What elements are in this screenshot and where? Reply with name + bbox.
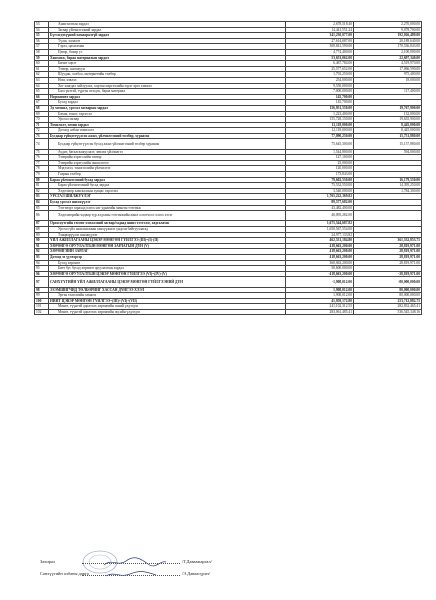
value-previous: 15,751,880.00 <box>354 133 422 139</box>
row-label: Тээврийн хэрэгслийн оношлогоо <box>49 160 286 166</box>
value-previous: 14,395,250.00 <box>354 183 422 189</box>
value-current: 24,977,133.82 <box>286 232 354 238</box>
director-signature-line <box>82 563 180 564</box>
value-current: 14,441,551.24 <box>286 27 354 33</box>
value-current: 254,000.00 <box>286 77 354 83</box>
value-previous: 975,400.00 <box>354 72 422 78</box>
row-number: 53 <box>35 22 49 28</box>
value-current: 418,663,200.00 <box>286 243 354 249</box>
row-number: 100 <box>35 298 49 304</box>
value-previous: 2,100,000.00 <box>354 49 422 55</box>
value-previous: 2,270,000.00 <box>354 22 422 28</box>
value-previous: 80,000,000.00 <box>354 293 422 299</box>
row-label: Урсгал үйл ажиллагааны санхүүжилт үндсэн байгууллагад <box>49 226 286 232</box>
row-number: 98 <box>35 287 49 293</box>
value-current: 58,600,000.00 <box>286 266 354 272</box>
row-label: Бусдаар гүйцэтгүүлсэн ажил, үйлчилгээний төлбөр, хураамж <box>49 133 286 139</box>
value-current: 4,774,400.00 <box>286 49 354 55</box>
value-previous: 28,819,971.00 <box>354 254 422 260</box>
row-number: 101 <box>35 304 49 310</box>
table-row <box>35 309 422 315</box>
value-previous: 361,532,853.75 <box>354 238 422 244</box>
row-number: 84 <box>35 200 49 206</box>
value-current: -418,663,200.00 <box>286 271 354 277</box>
row-number: 92 <box>35 249 49 255</box>
row-label: Засвар үйлчилгээний зардал <box>49 27 286 33</box>
value-previous: 8,445,000.00 <box>354 122 422 128</box>
row-number: 97 <box>35 277 49 287</box>
row-number: 63 <box>35 77 49 83</box>
row-label: Бусад хөрөнгө <box>49 260 286 266</box>
value-previous: 536,545,348.16 <box>354 309 422 315</box>
value-previous: 18,000.00 <box>354 77 422 83</box>
row-number: 82 <box>35 188 49 194</box>
row-number: 64 <box>35 83 49 89</box>
table-row <box>35 211 422 221</box>
value-previous: 253,712,882.75 <box>354 298 422 304</box>
value-current: 43,482,400.00 <box>286 205 354 211</box>
row-label: Хөдөлмөр хамгааллын хувцас хэрэглэл <box>49 188 286 194</box>
row-label: Дотоод эх үүсвэрээр <box>49 254 286 260</box>
row-number: 65 <box>35 89 49 95</box>
value-previous: 594,000.00 <box>354 149 422 155</box>
row-label: Бичиг хэрэг <box>49 61 286 67</box>
row-label: Дотоод албан томилолт <box>49 128 286 134</box>
row-label: Ном, хэвлэл <box>49 77 286 83</box>
value-previous: 28,819,971.00 <box>354 249 422 255</box>
value-previous: 9,078,700.00 <box>354 27 422 33</box>
row-number: 71 <box>35 122 49 128</box>
row-label: Бүтээгдэхүүний хамааралгүй зардал <box>49 33 286 39</box>
row-label: Бараа үйлчилгээний бусад зардал <box>49 183 286 189</box>
finance-head-signature-icon <box>100 568 170 580</box>
value-previous: 19,635,900.00 <box>354 117 422 123</box>
row-label: Бага үнэтэй, түргэн элэгдэх, бараа материал <box>49 89 286 95</box>
row-number: 57 <box>35 44 49 50</box>
value-current: 418,663,200.00 <box>286 254 354 260</box>
value-current: 1,223,400.00 <box>286 111 354 117</box>
value-previous: 28,819,971.00 <box>354 260 422 266</box>
row-number: 90 <box>35 238 49 244</box>
row-number: 88 <box>35 226 49 232</box>
value-current: 145,700.00 <box>286 100 354 106</box>
value-previous: 4,519,970.00 <box>354 61 422 67</box>
row-number: 95 <box>35 266 49 272</box>
signature-block <box>40 556 370 580</box>
value-current: 3,540,000.00 <box>286 188 354 194</box>
value-current: 1,765,222,369.82 <box>286 194 354 200</box>
value-previous: 28,819,971.00 <box>354 243 422 249</box>
row-number: 99 <box>35 293 49 299</box>
row-label: Хог хаягдал зайлуулах, хортон мэргэчлийн эсрэг арга хэмжээ <box>49 83 286 89</box>
row-label: Тэнцвэрүүлэх шилжүүлэг <box>49 232 286 238</box>
table-row <box>35 277 422 287</box>
finance-head-signature-line <box>82 575 180 576</box>
value-current: 1,675,544,687.82 <box>286 221 354 227</box>
row-label: Бусдаар гүйцэтгүүлсэн бусад ажил үйлчилгээний төлбөр хураамж <box>49 139 286 149</box>
row-label: Бусад зардал <box>49 100 286 106</box>
row-number: 86 <box>35 211 49 221</box>
value-previous: -28,819,971.00 <box>354 271 422 277</box>
value-current: 462,531,184.80 <box>286 238 354 244</box>
row-label: Бараа үйлчилгээний бусад зардал <box>49 177 286 183</box>
row-number: 77 <box>35 160 49 166</box>
value-current: 283,061,485.41 <box>286 309 354 315</box>
value-current: 155,728,150.00 <box>286 117 354 123</box>
value-current: 1,650,567,554.00 <box>286 226 354 232</box>
row-number: 75 <box>35 149 49 155</box>
value-current: 241,102,312.55 <box>286 304 354 310</box>
row-number: 60 <box>35 61 49 67</box>
row-number: 87 <box>35 221 49 227</box>
value-current: 308,841,590.00 <box>286 44 354 50</box>
row-label: Түлш, халаалт <box>49 38 286 44</box>
row-label: Урсгал засвар <box>49 117 286 123</box>
value-current: 1,544,800.00 <box>286 149 354 155</box>
row-number: 54 <box>35 27 49 33</box>
value-current: 9,550,000.00 <box>286 83 354 89</box>
row-number: 67 <box>35 100 49 106</box>
value-previous: 17,066,590.00 <box>354 66 422 72</box>
value-current: 27,614,087.00 <box>286 38 354 44</box>
director-signature-row <box>40 556 370 568</box>
value-current: 1,908,012.00 <box>286 293 354 299</box>
row-number: 58 <box>35 49 49 55</box>
row-label: Хангамж, бараа материалын зардал <box>49 55 286 61</box>
value-current: 127,100.00 <box>286 155 354 161</box>
row-number: 80 <box>35 177 49 183</box>
value-previous: 80,000,000.00 <box>354 287 422 293</box>
row-number: 68 <box>35 105 49 111</box>
cash-flow-table <box>34 21 422 315</box>
row-label: Мэдээлэл, тоноглолийн үйлчилгээ <box>49 166 286 172</box>
row-number: 76 <box>35 155 49 161</box>
table-row <box>35 139 422 149</box>
value-current: 2,678,518.40 <box>286 22 354 28</box>
report-sheet <box>34 21 420 315</box>
row-number: 59 <box>35 55 49 61</box>
row-label: Газрын төлбөр <box>49 172 286 178</box>
value-current: 1,792,250.00 <box>286 72 354 78</box>
row-number: 56 <box>35 38 49 44</box>
row-label: Эд хогшил, урсгал засварын зардал <box>49 105 286 111</box>
row-number: 66 <box>35 94 49 100</box>
value-previous: 132,000.00 <box>354 111 422 117</box>
value-current: 1,908,012.00 <box>286 287 354 293</box>
row-number: 96 <box>35 271 49 277</box>
row-label: САНХҮҮГИЙН ҮЙЛ АЖИЛЛАГААНЫ ЦЭВЭР МӨНГӨН ГҮЙЛГЭЭНИЙ ДҮН <box>49 277 286 287</box>
value-current: 25,000.00 <box>286 160 354 166</box>
row-label: Бусад урсгал шилжүүлэг <box>49 200 286 206</box>
value-current: 79,602,550.00 <box>286 177 354 183</box>
row-number: 70 <box>35 117 49 123</box>
row-number: 85 <box>35 205 49 211</box>
row-label: Мөнгө, түүнтэй адилтгах хөрөнгийн эхний үлдэгдэл <box>49 304 286 310</box>
value-current: 25,577,652.00 <box>286 66 354 72</box>
value-previous <box>354 211 422 221</box>
row-number: 72 <box>35 128 49 134</box>
row-label: Эргэн төлөлтийн хэмжээ <box>49 293 286 299</box>
value-current: 77,090,250.00 <box>286 133 354 139</box>
row-number: 55 <box>35 33 49 39</box>
row-label: УРСГАЛ ШИЛЖҮҮЛЭГ <box>49 194 286 200</box>
value-previous: 20,189,640.00 <box>354 38 422 44</box>
row-number: 73 <box>35 133 49 139</box>
row-label: Мөнгө, түүнтэй адилтгах хөрөнгийн эцсийн үлдэгдэл <box>49 309 286 315</box>
row-number: 102 <box>35 309 49 315</box>
row-number: 83 <box>35 194 49 200</box>
row-number: 78 <box>35 166 49 172</box>
row-number: 93 <box>35 254 49 260</box>
value-previous: 170,536,843.00 <box>354 44 422 50</box>
row-label: Тээврийн хэрэгслийн татвар <box>49 155 286 161</box>
value-current: 6,467,784.00 <box>286 61 354 67</box>
value-previous: -80,000,000.00 <box>354 277 422 287</box>
row-number: 69 <box>35 111 49 117</box>
finance-head-name: /Э.Даваасүрэн/ <box>182 571 210 576</box>
value-current: 89,577,682.00 <box>286 200 354 206</box>
value-current: 418,663,200.00 <box>286 249 354 255</box>
row-label: Хөдөлмөрийн чадвар түр алдсаны тэтгэмжийн ажил олгогчоос олгох хэсэг <box>49 211 286 221</box>
row-label: Биет бус бусад хөрөнгө оруулалтын зардал <box>49 266 286 272</box>
value-current: -1,908,012.00 <box>286 277 354 287</box>
value-current: 341,230,077.00 <box>286 33 354 39</box>
row-label: Томилолт, зочин зардал <box>49 122 286 128</box>
value-current: 41,959,172.80 <box>286 298 354 304</box>
row-number: 91 <box>35 243 49 249</box>
row-label: ЭЗЭМШИГЧИД ТӨЛБӨРИЙГ ХАССАН ДҮНГЭЭ ХЭЭЛ <box>49 287 286 293</box>
value-previous: 15,157,880.00 <box>354 139 422 149</box>
row-label: Тээвэр, шатахуун <box>49 66 286 72</box>
row-label: Тэтгэвэрт гарахад олгох нэг удаагийн мөнгөн тэтгэмж <box>49 205 286 211</box>
value-previous: 22,697,340.00 <box>354 55 422 61</box>
row-label: Нормативт зардал <box>49 94 286 100</box>
value-current: 75,645,300.00 <box>286 139 354 149</box>
row-number: 62 <box>35 72 49 78</box>
director-role: Захирал <box>40 559 56 564</box>
value-previous: 19,767,900.00 <box>354 105 422 111</box>
value-current: 46,095,282.00 <box>286 211 354 221</box>
director-signature-icon <box>100 556 170 568</box>
row-label: ҮЙЛ АЖИЛЛАГААНЫ ЦЭВЭР МӨНГӨН ГҮЙЛГЭЭ (III)=(I)-(II) <box>49 238 286 244</box>
value-current: 7,000,000.00 <box>286 89 354 95</box>
value-previous: 8,445,000.00 <box>354 128 422 134</box>
director-name: /Т.Даваажаргал/ <box>182 559 212 564</box>
row-number: 89 <box>35 232 49 238</box>
finance-head-signature-row <box>40 568 370 580</box>
row-label: Аудит, баталгаажуулалт, зөвлөх үйлчилгээ <box>49 149 286 155</box>
row-label: ХӨРӨНГИЙН ЗАРЛАГ <box>49 249 286 255</box>
row-number: 81 <box>35 183 49 189</box>
row-label: Ашиглалтын зардал <box>49 22 286 28</box>
value-previous: 192,026,489.00 <box>354 33 422 39</box>
value-previous: 282,832,465.41 <box>354 304 422 310</box>
value-current: 173,843.00 <box>286 172 354 178</box>
row-number: 61 <box>35 66 49 72</box>
row-number: 79 <box>35 172 49 178</box>
row-label: НИЙТ ЦЭВЭР МӨНГӨН ГҮЙЛГЭЭ=(III)+(VI)+(VII) <box>49 298 286 304</box>
value-current: 120,000.00 <box>286 166 354 172</box>
value-previous: 16,179,550.00 <box>354 177 422 183</box>
row-label: ХӨРӨНГӨ ОРУУЛАЛТЫН МӨНГӨН ЗАРЛАГЫН ДҮН (V) <box>49 243 286 249</box>
value-current: 145,700.00 <box>286 94 354 100</box>
row-number: 94 <box>35 260 49 266</box>
row-label: Багаж, тоног, хэрэгсэл <box>49 111 286 117</box>
row-label: ХӨРӨНГӨ ОРУУЛАЛТЫН ЦЭВЭР МӨНГӨН ГҮЙЛГЭЭ (VI)=(IV)-(V) <box>49 271 286 277</box>
row-label: Гэрэл, цахилгаан <box>49 44 286 50</box>
value-current: 12,118,000.00 <box>286 122 354 128</box>
row-label: Шуудан, холбоо, интернетийн төлбөр <box>49 72 286 78</box>
value-current: 12,118,000.00 <box>286 128 354 134</box>
value-previous: 1,784,300.00 <box>354 188 422 194</box>
row-label: Орон нутгийн төсөвт хэмжээний засвар/гадаад шинэ тэтгэлэг, хадгаламж <box>49 221 286 227</box>
finance-head-role: Санхүүгийн албаны дарга <box>40 571 89 576</box>
value-current: 360,063,200.00 <box>286 260 354 266</box>
value-current: 156,951,550.00 <box>286 105 354 111</box>
row-label: Цэвэр, бохир ус <box>49 49 286 55</box>
value-current: 75,532,550.00 <box>286 183 354 189</box>
value-previous: 117,400.00 <box>354 89 422 95</box>
row-number: 74 <box>35 139 49 149</box>
value-current: 53,653,062.00 <box>286 55 354 61</box>
